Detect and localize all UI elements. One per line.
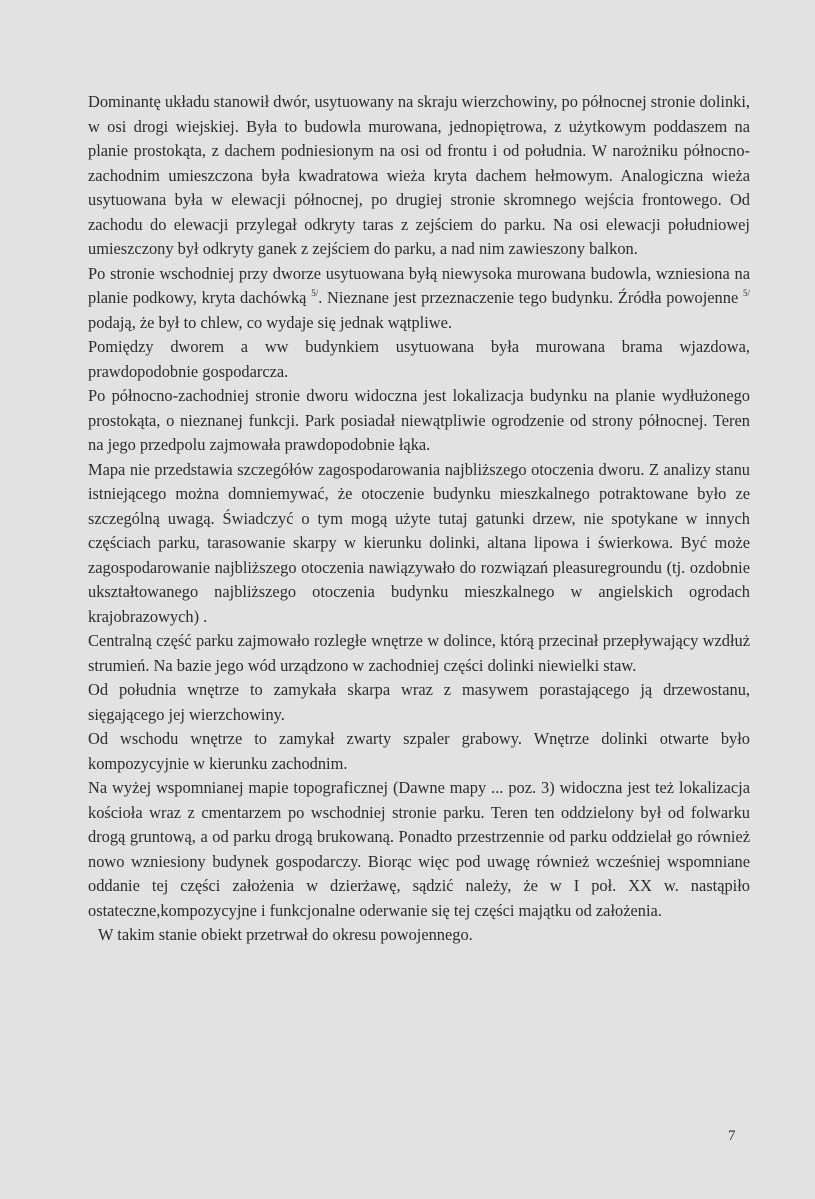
text-run: W takim stanie obiekt przetrwał do okresu powojennego. <box>98 925 473 944</box>
paragraph-manor-description <box>88 90 750 262</box>
text-run: Dominantę układu stanowił dwór, usytuowany na skraju wierzchowiny, po północnej stronie dolinki, w osi drogi wiejskiej. Była to budowla murowana, jednopiętrowa, z użytkowym poddaszem na planie prostokąta, z dachem podniesionym na osi od frontu i od południa. W narożniku północno-zachodnim umieszczona była kwadratowa wieża kryta dachem hełmowym. Analogiczna wieża usytuowana była w elewacji północnej, po drugiej stronie skromnego wejścia frontowego. Od zachodu do elewacji przylegał odkryty taras z zejściem do parku. Na osi elewacji południowej umieszczony był odkryty ganek z zejściem do parku, a nad nim zawieszony balkon. <box>88 92 750 258</box>
footnote-ref: 5/ <box>742 288 750 298</box>
page-number: 7 <box>728 1128 736 1144</box>
paragraph-east-hedge <box>88 727 750 776</box>
paragraph-church <box>88 776 750 923</box>
paragraph-conclusion <box>88 923 750 948</box>
text-run: Na wyżej wspomnianej mapie topograficznej (Dawne mapy ... poz. 3) widoczna jest też lokalizacja kościoła wraz z cmentarzem po wschodniej stronie parku. Teren ten oddzielony był od folwarku drogą gruntową, a od parku drogą brukowaną. Ponadto przestrzennie od parku oddzielał go również nowo wzniesiony budynek gospodarczy. Biorąc więc pod uwagę również wcześniej wspomniane oddanie tej części założenia w dzierżawę, sądzić należy, że w I poł. XX w. nastąpiło ostateczne,kompozycyjne i funkcjonalne oderwanie się tej części majątku od założenia. <box>88 778 750 920</box>
text-run: Mapa nie przedstawia szczegółów zagospodarowania najbliższego otoczenia dworu. Z analizy stanu istniejącego można domniemywać, że otoczenie budynku mieszkalnego potraktowane było ze szczególną uwagą. Świadczyć o tym mogą użyte tutaj gatunki drzew, nie spotykane w innych częściach parku, tarasowanie skarpy w kierunku dolinki, altana lipowa i świerkowa. Być może zagospodarowanie najbliższego otoczenia nawiązywało do rozwiązań pleasuregroundu (tj. ozdobnie ukształtowanego najbliższego otoczenia budynku mieszkalnego w angielskich ogrodach krajobrazowych) . <box>88 459 750 626</box>
text-run: Po północno-zachodniej stronie dworu widoczna jest lokalizacja budynku na planie wydłużonego prostokąta, o nieznanej funkcji. Park posiadał niewątpliwie ogrodzenie od strony północnej. Teren na jego przedpolu zajmowała prawdopodobnie łąka. <box>88 386 750 454</box>
text-run: Od wschodu wnętrze to zamykał zwarty szpaler grabowy. Wnętrze dolinki otwarte było kompozycyjnie w kierunku zachodnim. <box>88 729 750 773</box>
paragraph-outbuilding <box>88 262 750 336</box>
paragraph-northwest-building <box>88 384 750 458</box>
text-run: podają, że był to chlew, co wydaje się jednak wątpliwe. <box>88 312 452 332</box>
paragraph-central-interior <box>88 629 750 678</box>
text-run: Po stronie wschodniej przy dworze usytuowana byłą niewysoka murowana budowla, wzniesiona na planie podkowy, kryta dachówką <box>88 263 750 307</box>
text-run: Centralną część parku zajmowało rozległe wnętrze w dolince, którą przecinał przepływający wzdłuż strumień. Na bazie jego wód urządzono w zachodniej części dolinki niewielki staw. <box>88 631 750 675</box>
paragraph-gate <box>88 335 750 384</box>
text-run: . Nieznane jest przeznaczenie tego budynku. Źródła powojenne <box>318 288 743 307</box>
body-text <box>88 90 750 948</box>
paragraph-surroundings <box>88 458 750 630</box>
paragraph-south-escarpment <box>88 678 750 727</box>
text-run: Od południa wnętrze to zamykała skarpa wraz z masywem porastającego ją drzewostanu, sięgającego jej wierzchowiny. <box>88 680 750 724</box>
footnote-ref: 5/ <box>311 288 319 298</box>
text-run: Pomiędzy dworem a ww budynkiem usytuowana była murowana brama wjazdowa, prawdopodobnie gospodarcza. <box>88 337 750 381</box>
